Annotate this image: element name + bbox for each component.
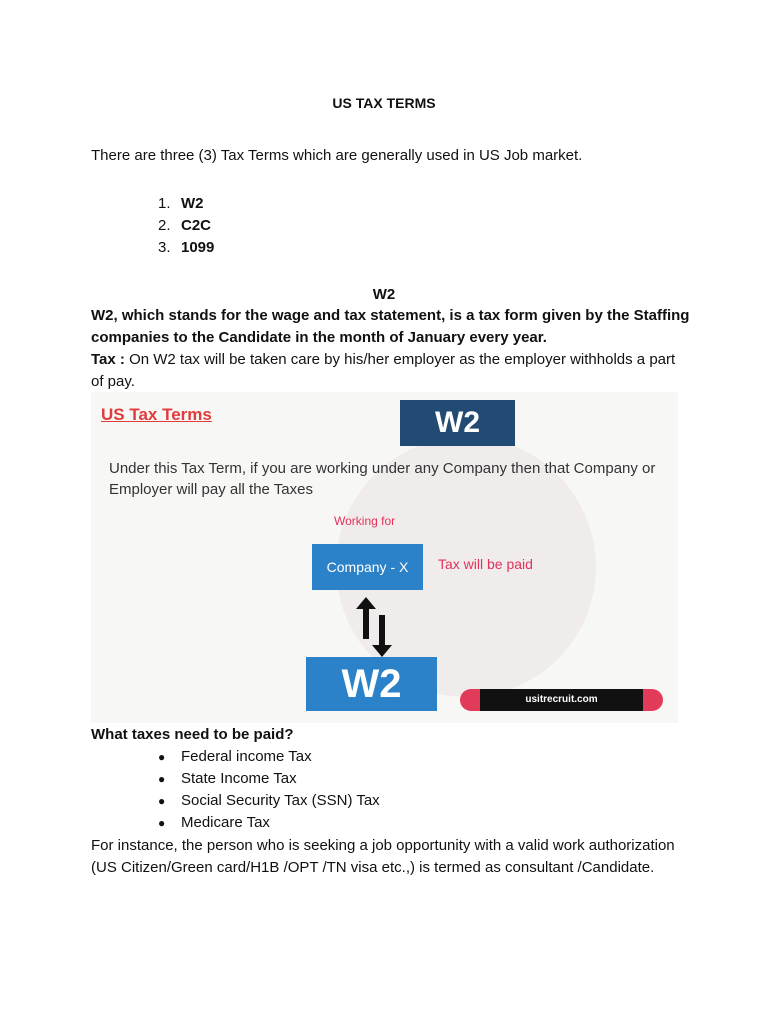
website-label: usitrecruit.com (480, 689, 643, 711)
w2-badge-bottom: W2 (306, 657, 437, 711)
list-number: 2. (158, 217, 171, 234)
list-item (158, 193, 214, 215)
closing-paragraph: For instance, the person who is seeking a job opportunity with a valid work authorization (US Citizen/Green card/H1B /OPT /TN visa etc.,) is termed as consultant /Candidate. (91, 837, 675, 876)
w2-infographic (91, 392, 678, 723)
list-item (158, 215, 214, 237)
list-label: W2 (181, 195, 204, 212)
taxes-question: What taxes need to be paid? (91, 726, 294, 743)
bullet-icon: ● (158, 816, 166, 830)
bullet-icon: ● (158, 794, 166, 808)
tax-paid-label: Tax will be paid (438, 556, 533, 572)
list-number: 1. (158, 195, 171, 212)
document-title: US TAX TERMS (332, 95, 436, 111)
list-item (158, 746, 380, 768)
list-label: C2C (181, 217, 212, 234)
infographic-description: Under this Tax Term, if you are working under any Company then that Company or Employer will pay all the Taxes (109, 460, 656, 498)
infographic-title: US Tax Terms (101, 405, 212, 424)
tax-terms-list (158, 193, 214, 259)
tax-item: Federal income Tax (181, 748, 312, 765)
tax-item: Medicare Tax (181, 814, 270, 831)
tax-paragraph (91, 349, 691, 393)
swap-arrows-icon (356, 597, 392, 657)
w2-definition: W2, which stands for the wage and tax statement, is a tax form given by the Staffing companies to the Candidate in the month of January every year. (91, 307, 690, 346)
w2-section-heading: W2 (372, 286, 396, 303)
intro-paragraph: There are three (3) Tax Terms which are generally used in US Job market. (91, 147, 583, 164)
list-item (158, 237, 214, 259)
tax-label: Tax : (91, 351, 125, 368)
tax-item: Social Security Tax (SSN) Tax (181, 792, 380, 809)
list-label: 1099 (181, 239, 215, 256)
working-for-label: Working for (334, 514, 396, 528)
list-item (158, 768, 380, 790)
list-number: 3. (158, 239, 171, 256)
company-box: Company - X (312, 544, 423, 590)
tax-text: On W2 tax will be taken care by his/her employer as the employer withholds a part of pay. (91, 351, 676, 390)
tax-item: State Income Tax (181, 770, 297, 787)
w2-badge-top: W2 (400, 400, 515, 446)
taxes-list (158, 746, 380, 834)
list-item (158, 812, 380, 834)
bullet-icon: ● (158, 750, 166, 764)
bullet-icon: ● (158, 772, 166, 786)
list-item (158, 790, 380, 812)
